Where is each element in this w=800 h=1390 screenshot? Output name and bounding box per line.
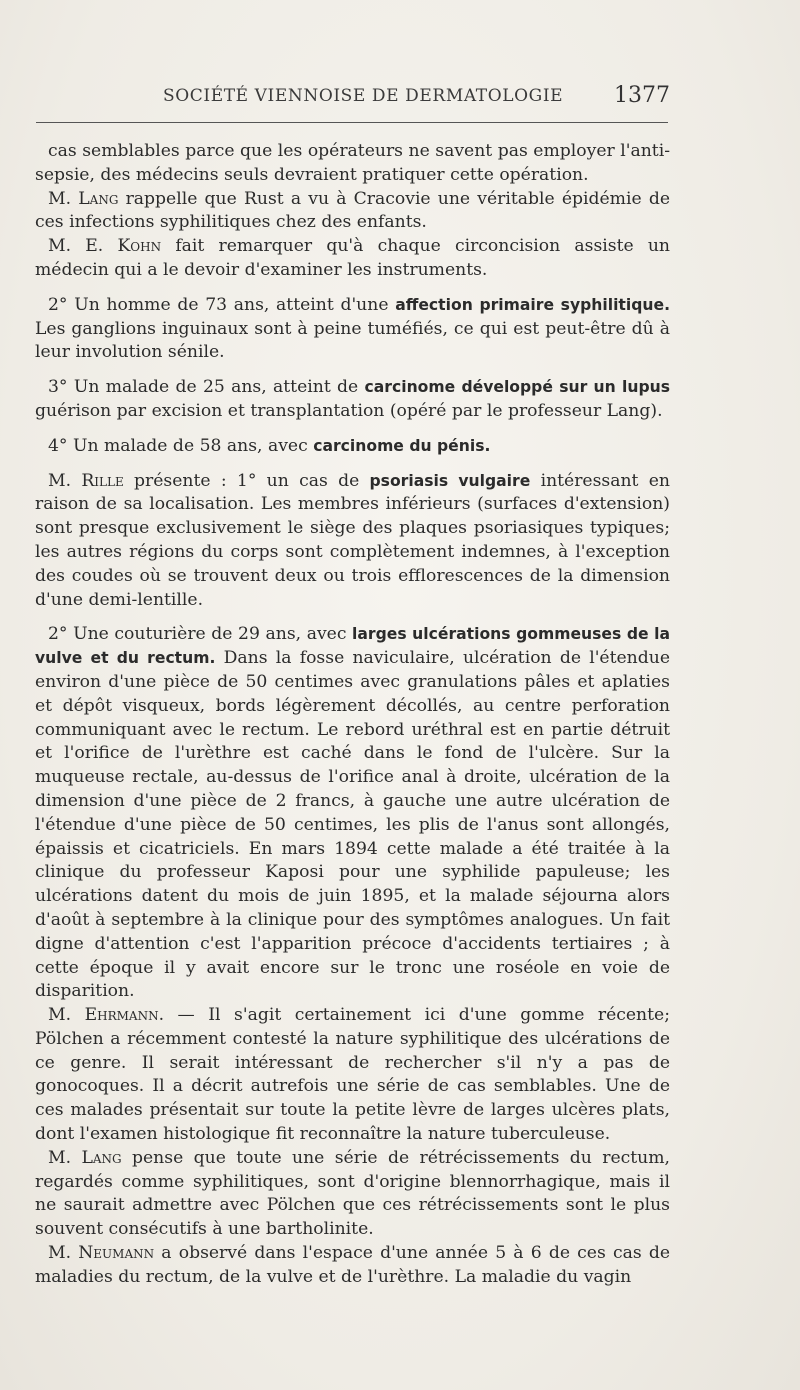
text-run: M. bbox=[48, 1243, 79, 1264]
speaker-name: Neumann bbox=[78, 1243, 155, 1264]
running-title: SOCIÉTÉ VIENNOISE DE DERMATOLOGIE bbox=[163, 86, 564, 106]
speaker-name: Lang bbox=[78, 188, 119, 209]
speaker-name: Rille bbox=[81, 470, 124, 491]
paragraph bbox=[35, 376, 670, 424]
text-run: fait remarquer qu'à chaque circoncision assiste un médecin qui a le devoir d'examiner les instruments. bbox=[35, 236, 670, 280]
speaker-name: Ehrmann. bbox=[84, 1005, 165, 1026]
diagnosis-term: carcinome développé sur un lupus bbox=[364, 378, 671, 397]
speaker-name: Lang bbox=[81, 1147, 122, 1168]
text-run: M. E. bbox=[48, 236, 118, 257]
diagnosis-term: psoriasis vulgaire bbox=[369, 471, 531, 490]
text-run: 3° Un malade de 25 ans, atteint de bbox=[48, 377, 365, 398]
diagnosis-term: affection primaire syphilitique. bbox=[395, 295, 670, 314]
paragraph bbox=[35, 294, 670, 365]
text-run: pense que toute une série de rétrécissements du rectum, regardés comme syphilitiques, sont d'origine blennorrhagique, mais il ne saurait admettre avec Pölchen que ces rétrécissements sont le plus souvent consécutifs à une bartholinite. bbox=[35, 1147, 670, 1240]
text-run: présente : 1° un cas de bbox=[123, 470, 370, 491]
text-run: — Il s'agit certainement ici d'une gomme récente; Pölchen a récemment contesté la nature syphilitique des ulcérations de ce genre. Il serait intéressant de rechercher s'il n'y a pas de gonocoques. Il a décrit autrefois une série de cas semblables. Une de ces malades présentait sur toute la petite lèvre de larges ulcères plats, dont l'examen histologique fit reconnaître la nature tuberculeuse. bbox=[35, 1005, 670, 1145]
body-text bbox=[35, 140, 670, 1290]
text-run: guérison par excision et transplantation (opéré par le professeur Lang). bbox=[35, 400, 663, 421]
text-run: M. bbox=[48, 1147, 82, 1168]
header-rule bbox=[36, 122, 668, 123]
text-run: 2° Un homme de 73 ans, atteint d'une bbox=[48, 294, 396, 315]
paragraph bbox=[35, 470, 670, 613]
speaker-name: Kohn bbox=[117, 236, 162, 257]
text-run: Dans la fosse naviculaire, ulcération de l'étendue environ d'une pièce de 50 centimes avec granulations pâles et aplaties et dépôt visqueux, bords légèrement décollés, au centre perforation communiquant avec le rectum. Le rebord uréthral est en partie détruit et l'orifice de l'urèthre est caché dans le fond de l'ulcère. Sur la muqueuse rectale, au-dessus de l'orifice anal à droite, ulcération de la dimension d'une pièce de 2 francs, à gauche une autre ulcération de l'étendue d'une pièce de 50 centimes, les plis de l'anus sont allongés, épaissis et cicatriciels. En mars 1894 cette malade a été traitée à la clinique du professeur Kaposi pour une syphilide papuleuse; les ulcérations datent du mois de juin 1895, et la malade séjourna alors d'août à septembre à la clinique pour des symptômes analogues. Un fait digne d'attention c'est l'apparition précoce d'accidents tertiaires ; à cette époque il y avait encore sur le tronc une roséole en voie de disparition. bbox=[35, 648, 670, 1002]
diagnosis-term: larges ulcérations gommeuses de la vulve et du rectum. bbox=[35, 625, 670, 668]
text-run: intéressant en raison de sa localisation. Les membres inférieurs (surfaces d'extension) sont presque exclusivement le siège des plaques psoriasiques typiques; les autres régions du corps sont complètement indemnes, à l'exception des coudes où se trouvent deux ou trois efflorescences de la dimension d'une demi-lentille. bbox=[35, 470, 670, 610]
paragraph bbox=[35, 188, 670, 236]
text-run: M. bbox=[48, 470, 82, 491]
text-run: M. bbox=[48, 1005, 85, 1026]
text-run: M. bbox=[48, 188, 79, 209]
paragraph bbox=[35, 235, 670, 283]
paragraph bbox=[35, 1242, 670, 1290]
paragraph bbox=[35, 1147, 670, 1242]
text-run: a observé dans l'espace d'une année 5 à 6 de ces cas de maladies du rectum, de la vulve et de l'urèthre. La maladie du vagin bbox=[35, 1243, 671, 1287]
paragraph bbox=[35, 435, 670, 459]
text-run: 2° Une couturière de 29 ans, avec bbox=[48, 624, 353, 645]
page-number: 1377 bbox=[614, 83, 670, 108]
text-run: Les ganglions inguinaux sont à peine tuméfiés, ce qui est peut-être dû à leur involution sénile. bbox=[35, 318, 670, 363]
paragraph bbox=[35, 1004, 670, 1147]
text-run: cas semblables parce que les opérateurs ne savent pas employer l'anti-sepsie, des médecins seuls devraient pratiquer cette opération. bbox=[35, 141, 670, 185]
text-run: rappelle que Rust a vu à Cracovie une véritable épidémie de ces infections syphilitiques chez des enfants. bbox=[35, 188, 670, 233]
diagnosis-term: carcinome du pénis. bbox=[313, 436, 491, 455]
page-header bbox=[35, 83, 670, 113]
text-run: 4° Un malade de 58 ans, avec bbox=[48, 435, 314, 456]
paragraph bbox=[35, 623, 670, 1004]
paragraph bbox=[35, 140, 670, 188]
